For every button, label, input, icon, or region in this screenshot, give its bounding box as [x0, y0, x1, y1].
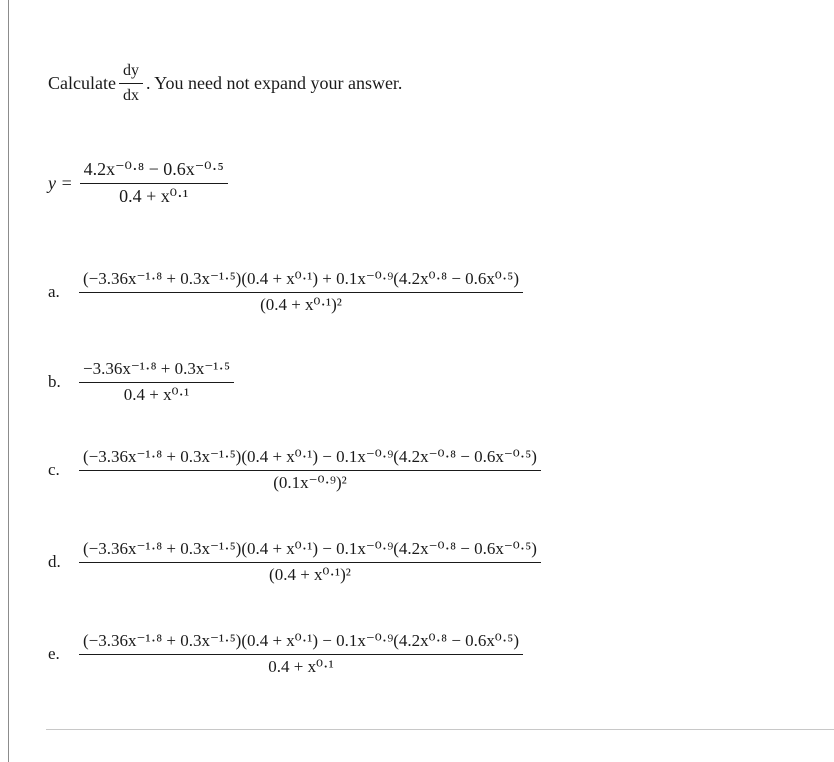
option-denominator: (0.1x⁻⁰·⁹)²: [273, 472, 347, 492]
option-numerator: (−3.36x⁻¹·⁸ + 0.3x⁻¹·⁵)(0.4 + x⁰·¹) + 0.1x⁻⁰·⁹(4.2x⁰·⁸ − 0.6x⁰·⁵): [79, 270, 523, 293]
option-denominator: 0.4 + x⁰·¹: [268, 656, 334, 676]
option-denominator: 0.4 + x⁰·¹: [123, 384, 190, 404]
derivative-numerator: dy: [119, 62, 143, 84]
option-numerator: (−3.36x⁻¹·⁸ + 0.3x⁻¹·⁵)(0.4 + x⁰·¹) − 0.1x⁻⁰·⁹(4.2x⁻⁰·⁸ − 0.6x⁻⁰·⁵): [79, 540, 541, 563]
derivative-denominator: dx: [122, 86, 139, 104]
derivative-fraction: [119, 62, 143, 104]
given-equation: [48, 160, 231, 207]
option-a[interactable]: [48, 270, 526, 314]
option-numerator: (−3.36x⁻¹·⁸ + 0.3x⁻¹·⁵)(0.4 + x⁰·¹) − 0.1x⁻⁰·⁹(4.2x⁻⁰·⁸ − 0.6x⁻⁰·⁵): [79, 448, 541, 471]
option-numerator: −3.36x⁻¹·⁸ + 0.3x⁻¹·⁵: [79, 360, 234, 383]
option-fraction: [79, 448, 541, 492]
bottom-divider: [46, 729, 834, 730]
equation-fraction: [80, 160, 228, 207]
option-label: b.: [48, 372, 61, 392]
option-denominator: (0.4 + x⁰·¹)²: [260, 294, 342, 314]
option-label: c.: [48, 460, 60, 480]
option-d[interactable]: [48, 540, 544, 584]
option-label: d.: [48, 552, 61, 572]
question-suffix: . You need not expand your answer.: [145, 72, 403, 93]
option-label: e.: [48, 644, 60, 664]
option-denominator: (0.4 + x⁰·¹)²: [269, 564, 351, 584]
option-fraction: [79, 360, 234, 404]
equation-denominator: 0.4 + x⁰·¹: [119, 185, 189, 206]
option-label: a.: [48, 282, 60, 302]
option-b[interactable]: [48, 360, 237, 404]
question-prefix: Calculate: [48, 72, 116, 93]
equation-lhs: y =: [48, 172, 73, 193]
option-fraction: [79, 270, 523, 314]
option-e[interactable]: [48, 632, 526, 676]
option-numerator: (−3.36x⁻¹·⁸ + 0.3x⁻¹·⁵)(0.4 + x⁰·¹) − 0.1x⁻⁰·⁹(4.2x⁰·⁸ − 0.6x⁰·⁵): [79, 632, 523, 655]
left-border: [8, 0, 9, 762]
option-fraction: [79, 540, 541, 584]
option-fraction: [79, 632, 523, 676]
option-c[interactable]: [48, 448, 544, 492]
equation-numerator: 4.2x⁻⁰·⁸ − 0.6x⁻⁰·⁵: [80, 160, 228, 184]
question-prompt: [48, 62, 402, 104]
